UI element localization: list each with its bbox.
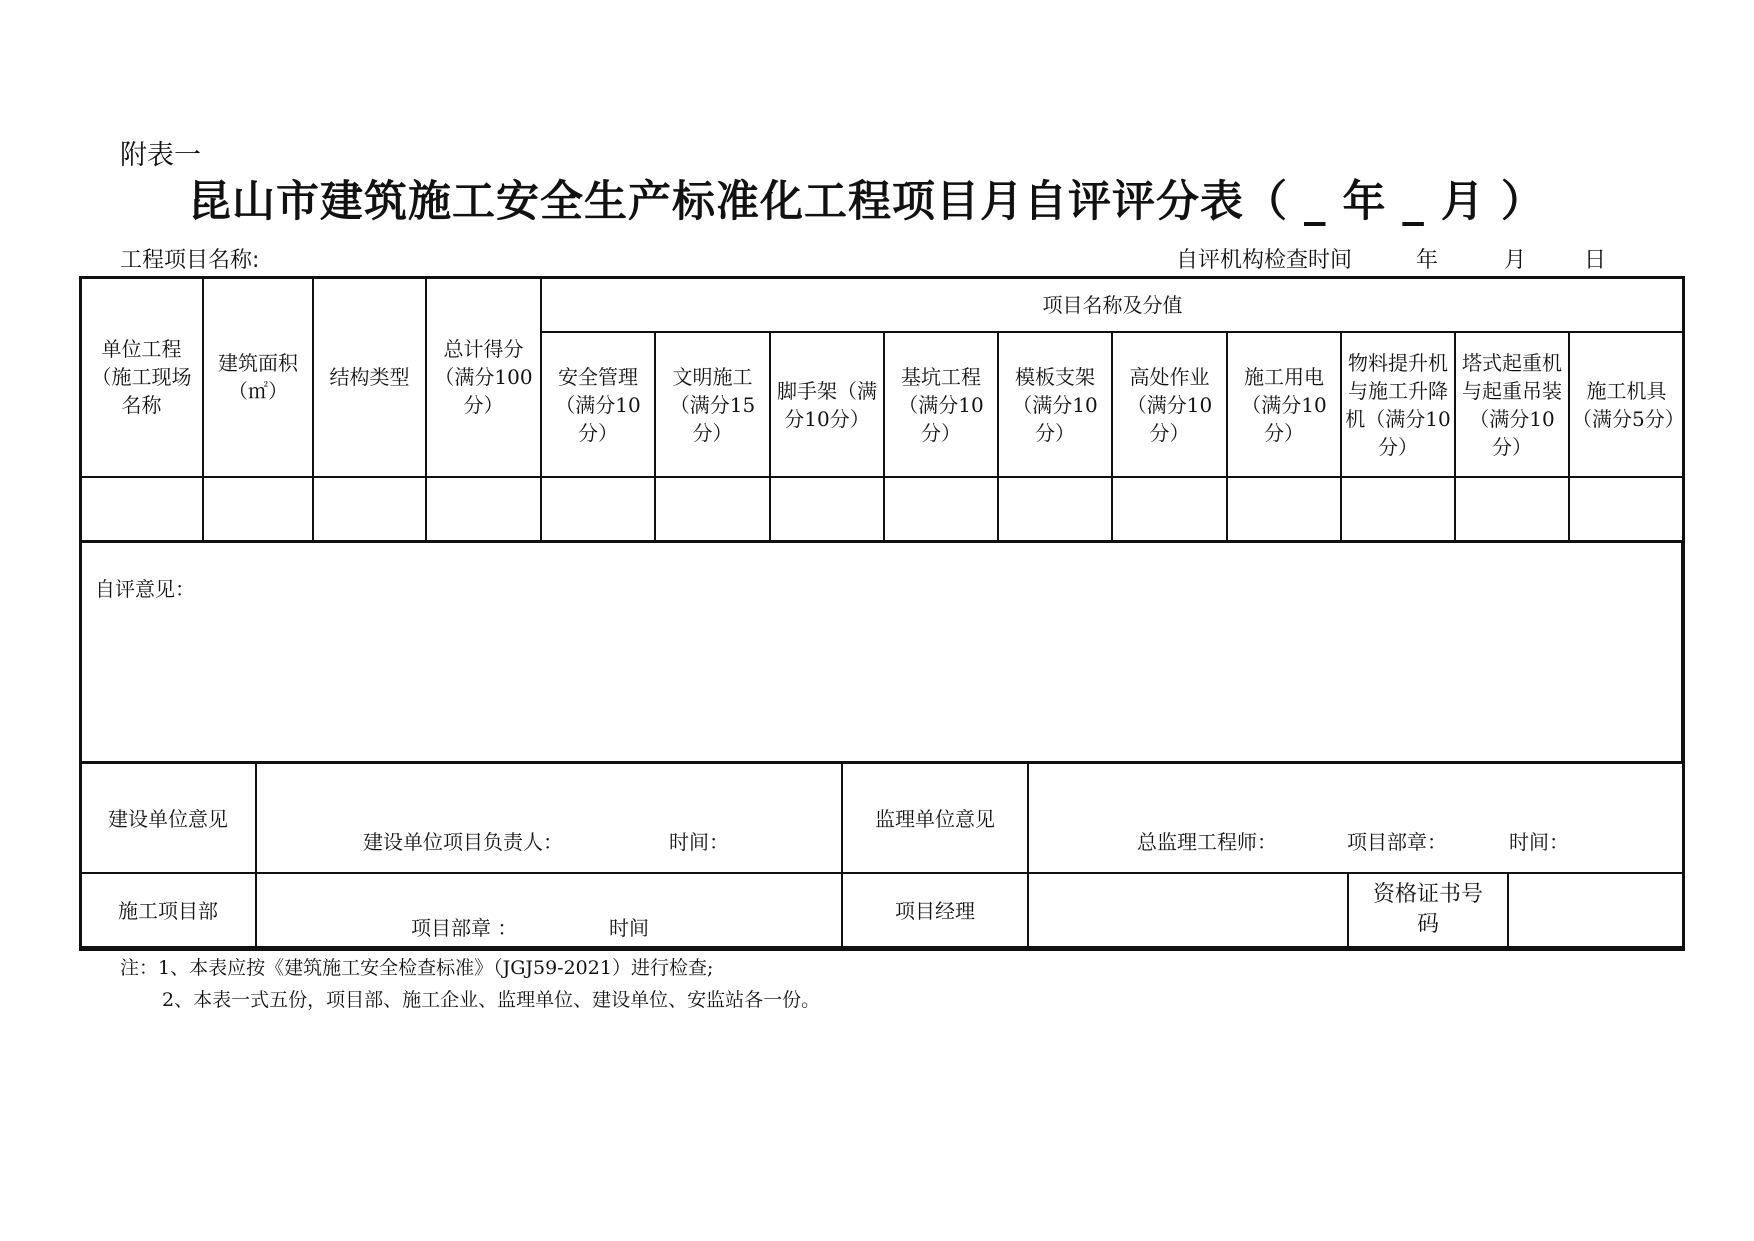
project-seal-label: 项目部章： bbox=[1347, 830, 1447, 854]
year-label: 年 bbox=[1416, 248, 1439, 273]
col-foundation-pit: 基坑工程（满分10分） bbox=[884, 332, 998, 477]
owner-opinion-label: 建设单位意见 bbox=[80, 763, 256, 873]
signature-table bbox=[79, 761, 1685, 948]
supervisor-opinion-cell[interactable] bbox=[1028, 763, 1684, 873]
cell-civilized-construction[interactable] bbox=[655, 477, 770, 541]
note-1: 注：1、本表应按《建筑施工安全检查标准》（JGJ59-2021）进行检查; bbox=[120, 957, 714, 979]
day-label: 日 bbox=[1584, 248, 1607, 273]
cell-scaffold[interactable] bbox=[770, 477, 884, 541]
col-formwork-support: 模板支架（满分10分） bbox=[998, 332, 1112, 477]
project-name-label: 工程项目名称: bbox=[120, 248, 260, 273]
col-work-at-height: 高处作业（满分10分） bbox=[1112, 332, 1227, 477]
cell-machinery[interactable] bbox=[1569, 477, 1684, 541]
cell-unit-project[interactable] bbox=[80, 477, 203, 541]
group-header: 项目名称及分值 bbox=[541, 277, 1684, 332]
col-safety-management: 安全管理（满分10分） bbox=[541, 332, 655, 477]
month-label: 月 bbox=[1504, 248, 1527, 273]
col-scaffold: 脚手架（满分10分） bbox=[770, 332, 884, 477]
check-time-row bbox=[1176, 243, 1606, 274]
self-opinion-box[interactable] bbox=[79, 543, 1683, 761]
owner-sign-label: 建设单位项目负责人： bbox=[363, 830, 563, 854]
cell-safety-management[interactable] bbox=[541, 477, 655, 541]
cell-structure-type[interactable] bbox=[313, 477, 426, 541]
construction-dept-cell[interactable] bbox=[256, 873, 842, 947]
page-title: 昆山市建筑施工安全生产标准化工程项目月自评评分表（ _ 年 _ 月 ） bbox=[188, 177, 1545, 227]
notes bbox=[120, 952, 820, 1016]
cell-electricity[interactable] bbox=[1227, 477, 1341, 541]
col-machinery: 施工机具（满分5分） bbox=[1569, 332, 1684, 477]
cert-cell[interactable] bbox=[1508, 873, 1684, 947]
cell-total-score[interactable] bbox=[426, 477, 541, 541]
col-structure-type: 结构类型 bbox=[313, 277, 426, 477]
note-2: 2、本表一式五份，项目部、施工企业、监理单位、建设单位、安监站各一份。 bbox=[162, 989, 821, 1011]
cert-label: 资格证书号码 bbox=[1348, 873, 1508, 947]
supervisor-time-label: 时间： bbox=[1509, 830, 1569, 854]
cell-hoist[interactable] bbox=[1341, 477, 1455, 541]
col-tower-crane: 塔式起重机与起重吊装（满分10分） bbox=[1455, 332, 1569, 477]
cell-tower-crane[interactable] bbox=[1455, 477, 1569, 541]
self-opinion-label: 自评意见： bbox=[95, 577, 195, 601]
construction-dept-label: 施工项目部 bbox=[80, 873, 256, 947]
manager-label: 项目经理 bbox=[842, 873, 1028, 947]
manager-cell[interactable] bbox=[1028, 873, 1348, 947]
dept-time-label: 时间 bbox=[609, 915, 649, 940]
cell-foundation-pit[interactable] bbox=[884, 477, 998, 541]
col-building-area: 建筑面积（㎡） bbox=[203, 277, 313, 477]
cell-work-at-height[interactable] bbox=[1112, 477, 1227, 541]
cell-building-area[interactable] bbox=[203, 477, 313, 541]
col-unit-project: 单位工程（施工现场名称 bbox=[80, 277, 203, 477]
cell-formwork-support[interactable] bbox=[998, 477, 1112, 541]
dept-seal-label: 项目部章 ： bbox=[411, 915, 518, 940]
supervisor-opinion-label: 监理单位意见 bbox=[842, 763, 1028, 873]
check-time-label: 自评机构检查时间 bbox=[1176, 248, 1353, 273]
owner-opinion-cell[interactable] bbox=[256, 763, 842, 873]
chief-engineer-label: 总监理工程师： bbox=[1137, 830, 1277, 854]
col-civilized-construction: 文明施工（满分15分） bbox=[655, 332, 770, 477]
owner-time-label: 时间： bbox=[669, 830, 729, 854]
col-hoist: 物料提升机与施工升降机（满分10分） bbox=[1341, 332, 1455, 477]
annex-label: 附表一 bbox=[120, 140, 201, 171]
col-electricity: 施工用电（满分10分） bbox=[1227, 332, 1341, 477]
score-table bbox=[79, 276, 1685, 543]
col-total-score: 总计得分（满分100分） bbox=[426, 277, 541, 477]
